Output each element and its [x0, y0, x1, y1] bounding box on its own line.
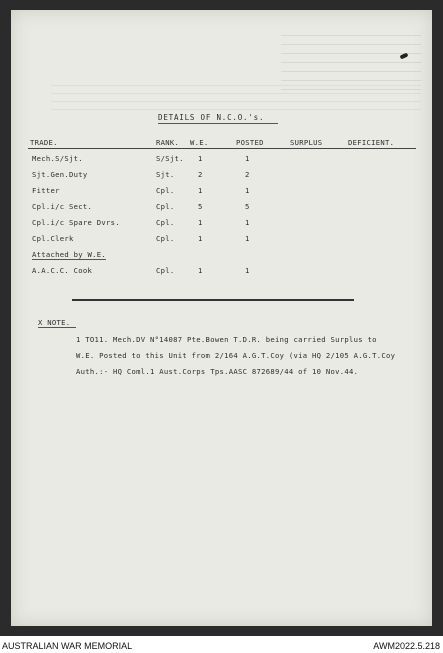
col-header-we: W.E.	[190, 138, 209, 147]
row-trade: Cpl.Clerk	[32, 234, 74, 243]
note-line: Auth.:- HQ Coml.1 Aust.Corps Tps.AASC 872689/44 of 10 Nov.44.	[76, 367, 359, 376]
row-rank: Sjt.	[156, 170, 175, 179]
header-rule	[28, 148, 416, 149]
section-divider	[72, 299, 354, 301]
row-posted: 1	[245, 266, 250, 275]
row-trade: Mech.S/Sjt.	[32, 154, 83, 163]
row-trade: A.A.C.C. Cook	[32, 266, 93, 275]
row-posted: 1	[245, 186, 250, 195]
document-title: DETAILS OF N.C.O.'s.	[158, 113, 265, 122]
row-we: 5	[198, 202, 203, 211]
row-trade: Cpl.i/c Spare Dvrs.	[32, 218, 120, 227]
row-we: 1	[198, 154, 203, 163]
note-heading: X NOTE.	[38, 318, 71, 327]
note-line: 1 TO11. Mech.DV N°14087 Pte.Bowen T.D.R. being carried Surplus to	[76, 335, 377, 344]
row-rank: Cpl.	[156, 266, 175, 275]
row-posted: 5	[245, 202, 250, 211]
row-we: 1	[198, 234, 203, 243]
row-trade: Sjt.Gen.Duty	[32, 170, 88, 179]
title-underline	[158, 123, 278, 124]
row-we: 1	[198, 266, 203, 275]
col-header-trade: TRADE.	[30, 138, 58, 147]
note-underline	[38, 327, 76, 328]
row-rank: Cpl.	[156, 186, 175, 195]
col-header-rank: RANK.	[156, 138, 180, 147]
note-line: W.E. Posted to this Unit from 2/164 A.G.T.Coy (via HQ 2/105 A.G.T.Coy	[76, 351, 396, 360]
row-rank: Cpl.	[156, 202, 175, 211]
row-we: 2	[198, 170, 203, 179]
row-trade: Cpl.i/c Sect.	[32, 202, 93, 211]
row-rank: S/Sjt.	[156, 154, 184, 163]
col-header-deficient: DEFICIENT.	[348, 138, 395, 147]
row-posted: 1	[245, 154, 250, 163]
document-page	[11, 10, 432, 626]
archive-credit: AUSTRALIAN WAR MEMORIAL	[2, 641, 133, 651]
row-posted: 1	[245, 218, 250, 227]
row-we: 1	[198, 186, 203, 195]
attached-heading: Attached by W.E.	[32, 250, 107, 259]
archive-reference: AWM2022.5.218	[373, 641, 440, 651]
row-rank: Cpl.	[156, 234, 175, 243]
row-rank: Cpl.	[156, 218, 175, 227]
row-trade: Fitter	[32, 186, 60, 195]
col-header-surplus: SURPLUS	[290, 138, 323, 147]
row-we: 1	[198, 218, 203, 227]
row-posted: 2	[245, 170, 250, 179]
attached-underline	[32, 259, 106, 260]
col-header-posted: POSTED	[236, 138, 264, 147]
row-posted: 1	[245, 234, 250, 243]
show-through-text	[51, 80, 421, 110]
